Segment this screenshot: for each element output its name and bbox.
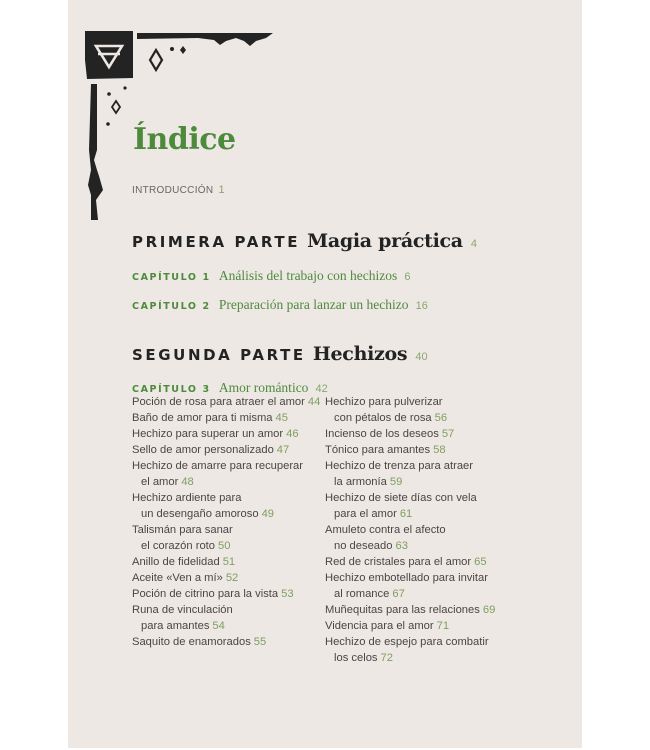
entry-title: Hechizo de siete días con vela bbox=[325, 492, 477, 504]
toc-entry[interactable] bbox=[325, 490, 525, 522]
book-page bbox=[68, 0, 582, 748]
chapter-name: Preparación para lanzar un hechizo bbox=[218, 297, 409, 312]
toc-entry[interactable] bbox=[325, 394, 525, 426]
chapter-label: CAPÍTULO 2 bbox=[132, 301, 211, 312]
entry-title: Amuleto contra el afecto bbox=[325, 524, 446, 536]
page-number: 63 bbox=[395, 540, 408, 552]
toc-entry[interactable] bbox=[325, 602, 525, 618]
dot-icon bbox=[123, 86, 126, 89]
page-number: 40 bbox=[415, 351, 428, 363]
toc-entry[interactable] bbox=[132, 426, 322, 442]
toc-introduction[interactable] bbox=[132, 184, 225, 196]
diamond-icon bbox=[112, 101, 120, 113]
page-number: 59 bbox=[389, 476, 403, 488]
toc-entry[interactable] bbox=[325, 426, 525, 442]
entry-title: Baño de amor para ti misma bbox=[132, 412, 273, 424]
page-number: 50 bbox=[218, 540, 231, 552]
entry-title: Hechizo embotellado para invitar bbox=[325, 572, 488, 584]
page-number: 47 bbox=[276, 444, 290, 456]
page-number: 44 bbox=[307, 396, 321, 408]
entry-title: Tónico para amantes bbox=[325, 444, 431, 456]
entry-title: Hechizo de espejo para combatir bbox=[325, 636, 489, 648]
toc-entry[interactable] bbox=[132, 458, 322, 490]
entry-title: Aceite «Ven a mí» bbox=[132, 572, 223, 584]
entry-title: Runa de vinculación bbox=[132, 604, 233, 616]
chapter-name: Amor romántico bbox=[218, 380, 309, 395]
entry-title-continued: el amor bbox=[141, 476, 179, 488]
entry-title: Saquito de enamorados bbox=[132, 636, 251, 648]
diamond-icon bbox=[180, 46, 186, 54]
toc-entry[interactable] bbox=[325, 442, 525, 458]
chapter-name: Análisis del trabajo con hechizos bbox=[218, 268, 398, 283]
page-number: 53 bbox=[281, 588, 294, 600]
entry-title-continued: los celos bbox=[334, 652, 378, 664]
page-title: Índice bbox=[133, 122, 236, 157]
toc-entry[interactable] bbox=[132, 522, 322, 554]
toc-entry[interactable] bbox=[325, 458, 525, 490]
toc-entry[interactable] bbox=[325, 522, 525, 554]
page-number: 56 bbox=[434, 412, 448, 424]
introduction-label: INTRODUCCIÓN bbox=[132, 185, 214, 196]
toc-entry[interactable] bbox=[132, 602, 322, 634]
entry-title-continued: para amantes bbox=[141, 620, 210, 632]
entry-title: Hechizo de amarre para recuperar bbox=[132, 460, 304, 472]
page-number: 55 bbox=[253, 636, 267, 648]
chapter-label: CAPÍTULO 1 bbox=[132, 272, 211, 283]
diamond-icon bbox=[150, 50, 162, 70]
entry-title: Poción de rosa para atraer el amor bbox=[132, 396, 305, 408]
page-number: 71 bbox=[436, 620, 450, 632]
part-name: Magia práctica bbox=[307, 230, 463, 252]
page-number: 52 bbox=[225, 572, 239, 584]
toc-entry[interactable] bbox=[325, 570, 525, 602]
toc-entry[interactable] bbox=[132, 410, 322, 426]
toc-entry[interactable] bbox=[325, 554, 525, 570]
entry-title: Hechizo ardiente para bbox=[132, 492, 242, 504]
page-number: 46 bbox=[286, 428, 299, 440]
part-name: Hechizos bbox=[312, 343, 408, 365]
page-number: 42 bbox=[315, 383, 328, 395]
page-number: 69 bbox=[482, 604, 496, 616]
page-number: 16 bbox=[415, 300, 428, 312]
entry-title: Poción de citrino para la vista bbox=[132, 588, 279, 600]
entry-title: Red de cristales para el amor bbox=[325, 556, 472, 568]
toc-entry[interactable] bbox=[132, 570, 322, 586]
page-number: 67 bbox=[392, 588, 405, 600]
entry-title: Hechizo para superar un amor bbox=[132, 428, 284, 440]
entry-title: Sello de amor personalizado bbox=[132, 444, 274, 456]
toc-entry[interactable] bbox=[325, 618, 525, 634]
entry-title: Hechizo de trenza para atraer bbox=[325, 460, 474, 472]
toc-part-1[interactable] bbox=[132, 230, 477, 252]
chapter-label: CAPÍTULO 3 bbox=[132, 384, 211, 395]
page-number: 54 bbox=[212, 620, 225, 632]
toc-entry[interactable] bbox=[132, 586, 322, 602]
page-number: 45 bbox=[275, 412, 288, 424]
entry-title: Hechizo para pulverizar bbox=[325, 396, 443, 408]
entry-title: Videncia para el amor bbox=[325, 620, 434, 632]
entry-title-continued: un desengaño amoroso bbox=[141, 508, 259, 520]
toc-entry[interactable] bbox=[132, 634, 322, 650]
entry-title-continued: la armonía bbox=[334, 476, 387, 488]
entry-title-continued: no deseado bbox=[334, 540, 393, 552]
entry-title: Incienso de los deseos bbox=[325, 428, 439, 440]
page-number: 6 bbox=[404, 271, 411, 283]
entry-title: Talismán para sanar bbox=[132, 524, 233, 536]
toc-entry[interactable] bbox=[132, 554, 322, 570]
entry-title-continued: el corazón roto bbox=[141, 540, 216, 552]
toc-chapter-2[interactable] bbox=[132, 294, 428, 313]
dot-icon bbox=[106, 122, 110, 126]
toc-entry[interactable] bbox=[132, 442, 322, 458]
entry-title-continued: para el amor bbox=[334, 508, 397, 520]
page-number: 51 bbox=[222, 556, 236, 568]
page-number: 1 bbox=[218, 184, 225, 196]
page-number: 48 bbox=[181, 476, 194, 488]
page-number: 72 bbox=[380, 652, 393, 664]
entry-title-continued: al romance bbox=[334, 588, 390, 600]
toc-entry[interactable] bbox=[132, 394, 322, 410]
toc-part-2[interactable] bbox=[132, 343, 428, 365]
page-number: 58 bbox=[433, 444, 446, 456]
dot-icon bbox=[107, 92, 111, 96]
page-number: 65 bbox=[474, 556, 487, 568]
toc-chapter-1[interactable] bbox=[132, 265, 411, 284]
part-label: SEGUNDA PARTE bbox=[132, 346, 306, 364]
chapter3-entries-left bbox=[132, 394, 322, 650]
chapter3-entries-right bbox=[325, 394, 525, 666]
dot-icon bbox=[170, 47, 174, 51]
entry-title: Anillo de fidelidad bbox=[132, 556, 220, 568]
toc-entry[interactable] bbox=[132, 490, 322, 522]
entry-title-continued: con pétalos de rosa bbox=[334, 412, 432, 424]
earth-alchemical-triangle-icon bbox=[85, 31, 133, 79]
toc-entry[interactable] bbox=[325, 634, 525, 666]
page-number: 57 bbox=[441, 428, 455, 440]
entry-title: Muñequitas para las relaciones bbox=[325, 604, 480, 616]
page-number: 61 bbox=[399, 508, 413, 520]
page-number: 4 bbox=[470, 238, 477, 250]
part-label: PRIMERA PARTE bbox=[132, 233, 301, 251]
page-number: 49 bbox=[261, 508, 275, 520]
